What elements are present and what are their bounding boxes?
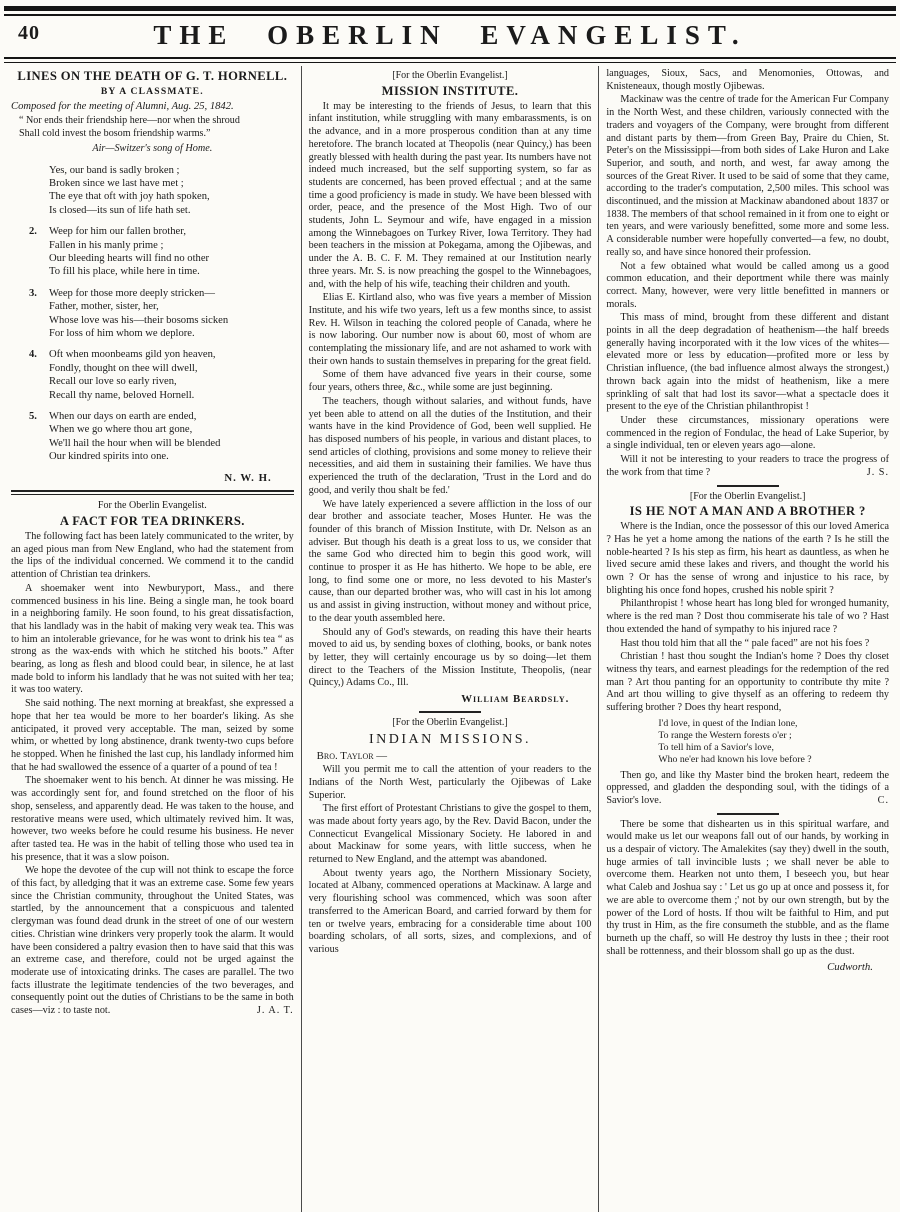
- verse-line: To range the Western forests o'er ;: [658, 729, 792, 741]
- paragraph-text: Will it not be interesting to your readers to trace the progress of the work from that time ?: [606, 454, 890, 478]
- header-rule: [4, 57, 896, 63]
- column-2: [302, 66, 599, 1212]
- credit-line: For the Oberlin Evangelist.: [97, 500, 207, 512]
- salutation-line: Bro. Taylor —: [316, 750, 388, 763]
- paragraph: The following fact has been lately communicated to the writer, by an aged pious man from New England, who had the statement from the lips of the individual concerned. We commend it to the candid attention of Christian tea drinkers.: [11, 531, 294, 581]
- paragraph: This mass of mind, brought from these different and distant points in all the deep degradation of heathenism—the half breeds generally having incorporated with it the low vices of the whites—elevated more or less by education—profited more or less by Christian influence, (the bad influence almost always the strongest,) thrown back again into the midst of heathenism, like a mere sprinkling of salt that had lost its savor—what a spectacle does it present to the eye of the Christian philanthropist !: [606, 312, 890, 413]
- paragraph-signed: [11, 865, 294, 1017]
- stanza-line: To fill his place, while here in time.: [49, 266, 200, 278]
- stanza-number: 5.: [29, 411, 37, 423]
- paragraph: She said nothing. The next morning at breakfast, she expressed a hope that her tea would be more to her boarder's liking. As she anticipated, it proved very acceptable. The man, seized by some whim, or whetted by long abstinence, drank twenty-two cups before he stopped. When he finished the last cup, his landlady informed him that he had swallowed the essence of a quarter of a pound of tea !: [11, 698, 294, 773]
- poem-stanza: [29, 348, 294, 402]
- paragraph: Where is the Indian, once the possessor of this our loved America ? Has he yet a home among the nations of the earth ? Is he still the noble-hearted ? Is his step as firm, his heart as dauntless, as when he lived secure amid these lakes and rivers, and thought the world his own ? Or has the sense of wrong and injustice to his race, by blighting his once fond hopes, crushed his noble spirit ?: [606, 521, 890, 596]
- stanza-line: When we go where thou art gone,: [49, 424, 193, 436]
- paragraph: A shoemaker went into Newburyport, Mass., and there commenced business in his line. Being a single man, he took board in a neighboring family. He soon found, to his great dissatisfaction, that his landlady was in the habit of making very weak tea. This was to him an intolerable grievance, for he was wont to drink his tea “ as strong as the wax-ends with which he stitched his boots.” After bearing, as long as flesh and blood could bear, in silence, he at last made bold to inform his landlady that he was not suited with her tea; it was too watery.: [11, 582, 294, 696]
- paragraph: Christian ! hast thou sought the Indian's home ? Does thy closet witness thy tears, and earnest pleadings for the redemption of the red man ? Art thou panting for an opportunity to contribute thy mite ? And art thou willing to give thyself as an offering to redeem thy suffering brother ? Does thy heart respond,: [606, 651, 890, 714]
- poem-stanza: [49, 164, 294, 218]
- stanza-number: 2.: [29, 226, 37, 238]
- paragraph: Under these circumstances, missionary operations were commenced in the region of Fondulac, the head of Lake Superior, by a single individual, ten or eleven years ago—alone.: [606, 414, 890, 452]
- paragraph: Elias E. Kirtland also, who was five years a member of Mission Institute, and his wife two years, left us a few months since, to assist Rev. H. Wilson in teaching the colored people of Canada, where he is now laboring. Our number now is about 60, most of whom are contemplating the missionary life, and are not ashamed to work with their own hands to sustain themselves in preparing for the great field.: [308, 292, 592, 367]
- article-headline: A FACT FOR TEA DRINKERS.: [59, 514, 245, 529]
- paragraph-signed: [606, 454, 889, 479]
- paragraph: Not a few obtained what would be called among us a good common education, and their deportment while there was mainly correct. Many, however, were very little benefitted in manners or morals.: [606, 260, 890, 310]
- section-divider-rule: [11, 490, 294, 495]
- author-signature: William Beardsly.: [461, 693, 570, 706]
- stanza-line: Broken since we last have met ;: [49, 177, 184, 189]
- paragraph: It may be interesting to the friends of Jesus, to learn that this infant institution, while struggling with many embarassments, is on the advance, and in a more prosperous condition than at any time heretofore. The branch located at Theopolis (near Quincy,) has been greatly blessed with health during the past year. Its numbers have not indeed much increased, but the self supporting system, so far as students are concerned, has been proved effectual ; and at the same time a good proficiency is made in study. We have been blessed with order, peace, and the presence of the Most High. Two of our students, John L. Seymour and wife, have engaged in a mission among the Winnebagoes on Turkey River, Iowa Territory. They had been teachers in the mission at Pokegama, among the Ojibewas, and under the A. B. C. F. M. They remained at our Institution nearly three years. Mr. S. is now preaching the gospel to the Winnebagoes, and, with the help of his wife, teaching their children and youth.: [308, 100, 592, 290]
- poem-stanza: [29, 225, 294, 279]
- paragraph-signed: [606, 770, 889, 808]
- article-headline: LINES ON THE DEATH OF G. T. HORNELL.: [17, 69, 288, 83]
- verse-line: I'd love, in quest of the Indian lone,: [658, 717, 798, 729]
- paragraph-text: Then go, and like thy Master bind the broken heart, redeem the oppressed, and gladden the desponding soul, with the tidings of a Savior's love.: [606, 769, 890, 806]
- column-container: [4, 66, 896, 1212]
- paragraph: Will you permit me to call the attention of your readers to the Indians of the North West, particularly the Ojibewas of Lake Superior.: [308, 764, 592, 801]
- inline-signature: J. A. T.: [256, 1005, 294, 1017]
- stanza-line: Fondly, thought on thee will dwell,: [49, 362, 198, 374]
- article-headline: INDIAN MISSIONS.: [368, 732, 532, 748]
- author-signature: Cudworth.: [827, 961, 874, 974]
- article-headline: MISSION INSTITUTE.: [381, 83, 519, 98]
- stanza-line: Our kindred spirits into one.: [49, 451, 169, 463]
- masthead-title: THE OBERLIN EVANGELIST.: [153, 20, 747, 50]
- column-3: [599, 66, 896, 1212]
- paragraph: About twenty years ago, the Northern Missionary Society, located at Albany, commenced operations at Mackinaw. A large and very flourishing school was commenced, which was soon after transferred to the American Board, and carried forward by them for ten or twelve years, embracing for a considerable time about 100 boarding scholars, of all sorts, sizes, and complexions, and of various: [308, 867, 592, 955]
- author-signature: N. W. H.: [224, 471, 272, 484]
- paragraph-text: We hope the devotee of the cup will not think to escape the force of this fact, by alledging that it was an extreme case. Some few years since the Christian community, throughout the United States, was startled, by the announcement that a conspicuous and talented clergyman was found dead drunk in the street of one of our western cities. Christian wine drinkers very properly took the alarm. It would have been considered a paltry evasion then to have said that this was an extreme case, and therefore, could not be urged against the moderate use of intoxicating drinks. The cases are parallel. The two facts illustrate the legitimate tendencies of the two beverages, and consequently point out the duties of Christians to be the same in both cases—viz : to taste not.: [11, 865, 294, 1017]
- stanza-line: Fallen in his manly prime ;: [49, 239, 164, 251]
- credit-line: [For the Oberlin Evangelist.]: [689, 490, 806, 502]
- credit-line: [For the Oberlin Evangelist.]: [392, 716, 508, 728]
- poem-quote: [658, 718, 889, 767]
- article-headline: IS HE NOT A MAN AND A BROTHER ?: [629, 504, 866, 519]
- paragraph: The teachers, though without salaries, and without funds, have yet been able to attend on all the duties of the Institution, and their wants have in the kind Providence of God, been well supplied. He has disposed numbers of his people, in various and distant places, to send articles of clothing, provisions and some money to relieve their necessities, and aid them in sustaining their families. We have thus experienced the truth of the declaration, 'Trust in the Lord and do good, and verily thou shalt be fed.': [308, 395, 592, 496]
- paragraph: Some of them have advanced five years in their course, some four years, others three, &c., while some are just beginning.: [308, 369, 592, 394]
- short-divider-rule: [717, 485, 779, 487]
- paragraph: There be some that dishearten us in this spiritual warfare, and would make us let our weapons fall out of our hands, by working in us a despair of victory. The Amalekites (say they) dwell in the south, huge armies of tall invincible lusts ; we shall never be able to overcome them. Hearken not unto them, I beseech you, but hear what Caleb and Joshua say : ' Let us go up at once and possess it, for we are able to overcome them ;' not by our own strength, but by the power of the Lord of hosts. If thou wilt be faithful to Him, and put thy trust in Him, as the fire consumeth the stubble, and as the flame burneth up the chaff, so will He destroy thy lusts in thee ; their root shall be rottenness, and their blossom shall go up as the dust.: [606, 818, 890, 957]
- epigraph-line: Shall cold invest the bosom friendship warms.”: [19, 128, 211, 140]
- stanza-line: For loss of him whom we deplore.: [49, 327, 195, 339]
- paragraph-continuation: languages, Sioux, Sacs, and Menomonies, Ottowas, and Knisteneaux, though mostly Ojibewas.: [606, 68, 890, 92]
- paragraph: The shoemaker went to his bench. At dinner he was missing. He was accordingly sent for, and found stretched on the floor of his shop, senseless, and apparently dead. He was taken to the house, and restorative means were used, which ultimately revived him. It was, however, two weeks before he could resume his business. He never after tasted tea. He was in the habit of telling those who used tea in his presence, that it was a slow poison.: [11, 775, 294, 863]
- inline-signature: J. S.: [866, 466, 890, 478]
- column-1: [4, 66, 301, 1212]
- verse-line: Who ne'er had known his love before ?: [658, 754, 812, 766]
- air-tune-line: Air—Switzer's song of Home.: [92, 142, 213, 154]
- paragraph: Mackinaw was the centre of trade for the American Fur Company in the North West, and these children, variously connected with the traders and voyagers of the Company, were brought from different and distant parts by them—from Green Bay, Praire du Chien, St. Peter's on the Mississippi—from both sides of Lake Huron and Lake Superior, and south, and north, and west, far away among the sources of the Great River. It used to be said of some that they came, according to the trader's computation, 2,500 miles. This school was discontinued, and the mission at Mackinaw abandoned about 1837 or 1838. The members of that school remained in it from one to eight or ten years, and were variously benefitted, some more and some less. A considerable number were hopefully converted—a few, no doubt, really so, and have since honored their profession.: [606, 94, 890, 258]
- page-number: 40: [18, 22, 40, 44]
- stanza-line: Father, mother, sister, her,: [49, 301, 159, 313]
- epigraph-line: “ Nor ends their friendship here—nor when the shroud: [19, 115, 240, 127]
- stanza-line: Yes, our band is sadly broken ;: [49, 164, 180, 176]
- composed-for-line: Composed for the meeting of Alumni, Aug. 25, 1842.: [11, 100, 234, 112]
- paragraph: Hast thou told him that all the “ pale faced” are not his foes ?: [620, 637, 870, 649]
- stanza-line: Weep for him our fallen brother,: [49, 226, 186, 238]
- stanza-number: 3.: [29, 287, 37, 299]
- stanza-number: 4.: [29, 349, 37, 361]
- stanza-line: Whose love was his—their bosoms sicken: [49, 314, 229, 326]
- stanza-line: Recall our love so early riven,: [49, 376, 177, 388]
- poem-stanza: [29, 410, 294, 464]
- credit-line: [For the Oberlin Evangelist.]: [392, 70, 508, 81]
- poem-stanza: [29, 287, 294, 341]
- article-byline: BY A CLASSMATE.: [100, 86, 204, 97]
- paragraph: Philanthropist ! whose heart has long bled for wronged humanity, where is the red man ? Dost thou commiserate his tale of wo ? Hast thou extended the hand of sympathy to his injured race ?: [606, 598, 890, 635]
- paragraph: Should any of God's stewards, on reading this have their hearts moved to aid us, by sending boxes of clothing, books, or bank notes by letter, they will certainly encourage us by so doing—let them direct to the Teachers of the Mission Institute, Theopolis, (near Quincy,) Adams Co., Ill.: [308, 626, 592, 689]
- stanza-line: Is closed—its sun of life hath set.: [49, 204, 191, 216]
- top-border-rule: [4, 6, 896, 16]
- stanza-line: Recall thy name, beloved Hornell.: [49, 389, 195, 401]
- short-divider-rule: [717, 813, 779, 815]
- stanza-line: Our bleeding hearts will find no other: [49, 252, 210, 264]
- stanza-line: When our days on earth are ended,: [49, 411, 197, 423]
- epigraph: [19, 115, 294, 140]
- short-divider-rule: [419, 711, 481, 713]
- inline-signature: C.: [877, 794, 890, 806]
- stanza-line: Weep for those more deeply stricken—: [49, 287, 215, 299]
- stanza-line: We'll hail the hour when will be blended: [49, 437, 221, 449]
- stanza-line: Oft when moonbeams gild yon heaven,: [49, 349, 216, 361]
- paragraph: The first effort of Protestant Christians to give the gospel to them, was made about forty years ago, by the Rev. David Bacon, under the Connecticut Evangelical Missionary Society. He labored in and about Mackinaw for some years, with little success, when he returned to New England, and the attempt was abandoned.: [308, 803, 592, 866]
- verse-line: To tell him of a Savior's love,: [658, 742, 774, 754]
- stanza-line: The eye that oft with joy hath spoken,: [49, 191, 210, 203]
- page-header: [4, 16, 896, 54]
- paragraph: We have lately experienced a severe affliction in the loss of our dear brother and associate teacher, Moses Hunter. He was the founder of this branch of Mission Institute, with Dr. Nelson as an adviser. But though his death is a great loss to us, we consider that the same God who directed him to begin this good work, will continue to prosper it as He has hitherto. We hope to be able, ere long, to find some one or more, no less devoted to his Master's cause, than our departed brother was, who will cast in his lot among us and assist in giving instruction, without money and without price, to the dear youth assembled here.: [308, 498, 592, 624]
